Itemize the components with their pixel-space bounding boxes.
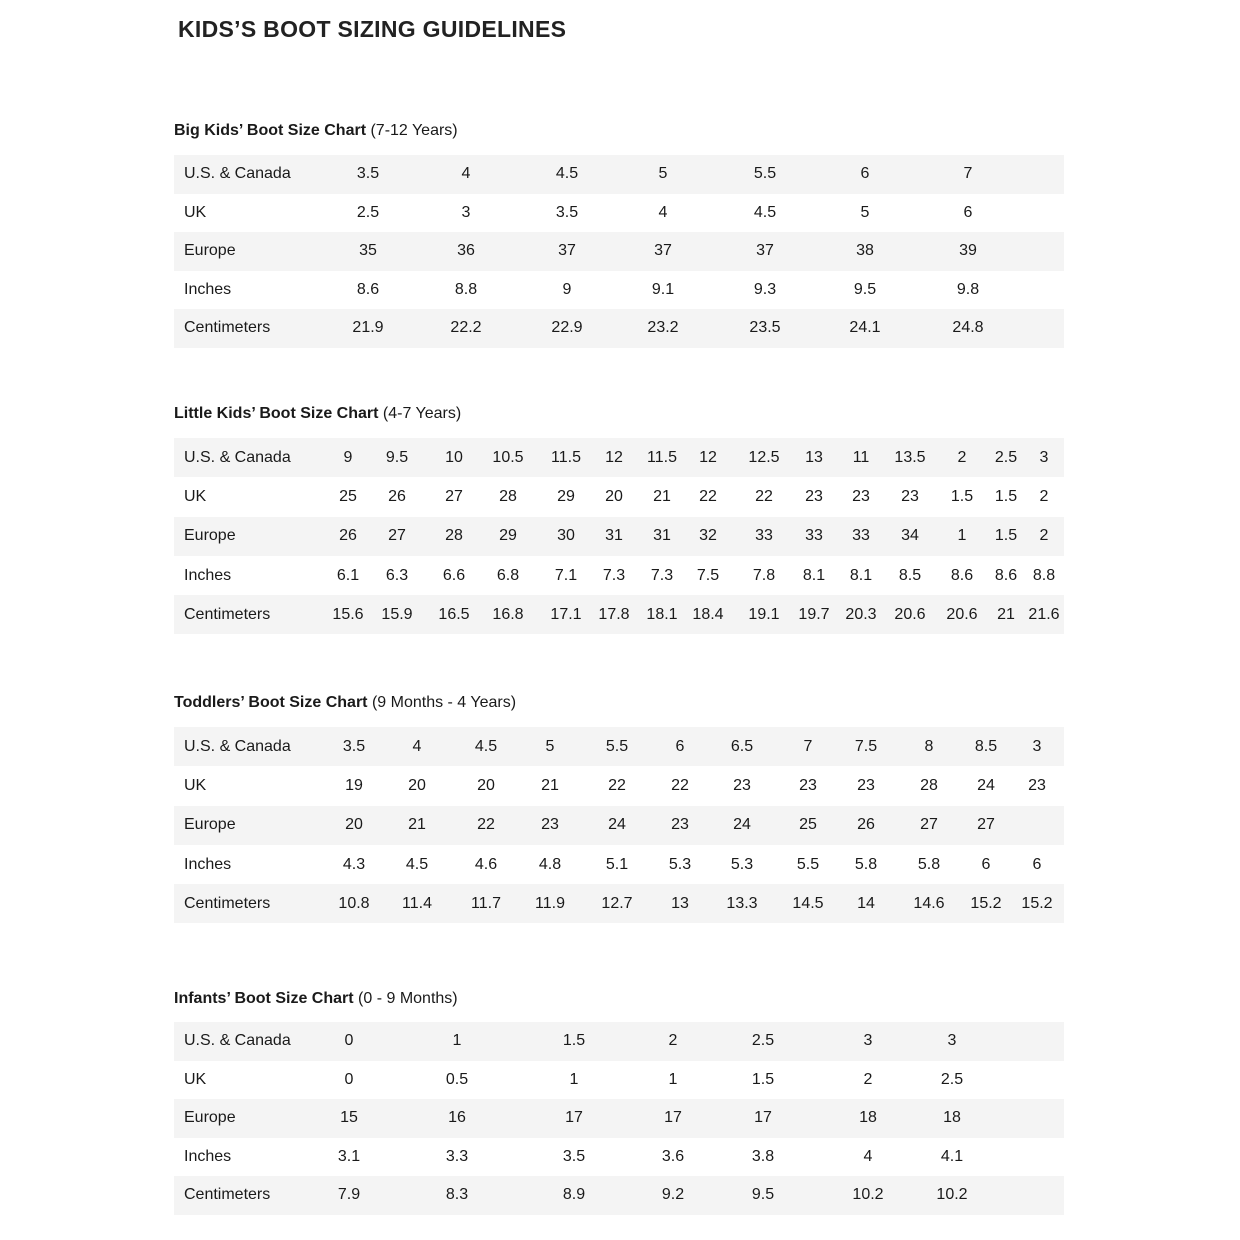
table-row [174, 884, 1064, 923]
table-cell: 24.1 [849, 319, 881, 337]
table-cell: 3.3 [445, 1147, 469, 1165]
table-cell: 21.9 [352, 319, 384, 337]
section-title-main: Little Kids’ Boot Size Chart [174, 405, 379, 422]
section-title [174, 987, 1064, 1011]
table-cell: 12 [605, 448, 623, 466]
table-cell [1007, 806, 1067, 845]
table-cell: 3.1 [337, 1147, 361, 1165]
table-cell: 9.5 [385, 448, 409, 466]
table-cell: 37 [558, 242, 576, 260]
table-cell: 5.5 [605, 737, 629, 755]
table-cell: 22 [699, 487, 717, 505]
table-cell: 15.9 [381, 605, 413, 623]
table-cell: 0.5 [445, 1070, 469, 1088]
table-cell: 5 [658, 165, 668, 183]
table-cell: 8.6 [950, 566, 974, 584]
table-cell: 3.8 [751, 1147, 775, 1165]
table-cell: 5.3 [730, 855, 754, 873]
table-cell: 6 [860, 165, 870, 183]
table-cell: 4.8 [538, 855, 562, 873]
section-title-main: Toddlers’ Boot Size Chart [174, 694, 368, 711]
table-cell: 4 [412, 737, 422, 755]
table-cell: 36 [457, 242, 475, 260]
table-cell: 33 [805, 527, 823, 545]
table-cell: 27 [445, 487, 463, 505]
table-cell: 23 [805, 487, 823, 505]
table-cell: 31 [605, 527, 623, 545]
table-cell: 8.5 [974, 737, 998, 755]
table-cell: 10 [445, 448, 463, 466]
table-cell: 28 [445, 527, 463, 545]
table-cell: 16.5 [438, 605, 470, 623]
section-title [174, 402, 1064, 426]
table-cell: 2.5 [994, 448, 1018, 466]
table-cell: 33 [852, 527, 870, 545]
table-cell: 17 [565, 1109, 583, 1127]
table-cell: 8.6 [356, 280, 380, 298]
table-cell: 5.8 [917, 855, 941, 873]
table-cell: 22.9 [551, 319, 583, 337]
table-cell: 1.5 [994, 527, 1018, 545]
table-cell: 9 [343, 448, 353, 466]
table-cell: 19.1 [748, 605, 780, 623]
table-cell: 4 [658, 203, 668, 221]
row-label: Centimeters [184, 1186, 271, 1204]
table-cell: 7.1 [554, 566, 578, 584]
table-cell: 23 [901, 487, 919, 505]
table-cell: 13 [671, 894, 689, 912]
table-cell: 19.7 [798, 605, 830, 623]
table-cell: 9 [562, 280, 572, 298]
table-cell: 11.5 [647, 448, 677, 466]
table-cell: 31 [653, 527, 671, 545]
table-cell: 21 [653, 487, 671, 505]
table-cell: 1 [452, 1032, 462, 1050]
table-row [174, 232, 1064, 271]
table-cell: 12.7 [601, 894, 633, 912]
table-cell: 5 [545, 737, 555, 755]
row-label: Inches [184, 855, 232, 873]
table-cell: 0 [344, 1032, 354, 1050]
table-cell: 9.2 [661, 1186, 685, 1204]
table-cell: 3.5 [342, 737, 366, 755]
table-cell: 24 [977, 776, 995, 794]
section-title [174, 691, 1064, 715]
table-cell: 1.5 [950, 487, 974, 505]
row-label: Europe [184, 1109, 236, 1127]
table-cell: 4 [863, 1147, 873, 1165]
row-label: Centimeters [184, 894, 271, 912]
table-cell: 10.5 [492, 448, 524, 466]
table-cell: 15.2 [970, 894, 1002, 912]
table-cell: 3.5 [555, 203, 579, 221]
table-row [174, 766, 1064, 805]
table-cell: 8.9 [562, 1186, 586, 1204]
table-cell: 23 [733, 776, 751, 794]
size-table [174, 1022, 1064, 1215]
table-cell: 38 [856, 242, 874, 260]
table-cell: 22 [608, 776, 626, 794]
table-cell: 13.5 [894, 448, 926, 466]
table-cell: 37 [654, 242, 672, 260]
table-cell: 26 [857, 816, 875, 834]
table-cell: 20.6 [894, 605, 926, 623]
table-cell: 11.5 [551, 448, 581, 466]
little-kids-size-chart [174, 402, 1064, 634]
table-cell: 3 [1032, 737, 1042, 755]
table-cell: 6.1 [336, 566, 360, 584]
table-cell: 7 [963, 165, 973, 183]
table-cell: 5.3 [668, 855, 692, 873]
table-cell: 30 [557, 527, 575, 545]
table-cell: 22 [671, 776, 689, 794]
table-cell: 7.5 [696, 566, 720, 584]
table-cell: 1.5 [994, 487, 1018, 505]
table-cell: 20 [605, 487, 623, 505]
table-cell: 17.1 [550, 605, 582, 623]
row-label: Europe [184, 242, 236, 260]
table-cell: 6.5 [730, 737, 754, 755]
table-cell: 21 [408, 816, 426, 834]
table-cell: 8.1 [802, 566, 826, 584]
table-row [174, 1138, 1064, 1177]
row-label: U.S. & Canada [184, 737, 291, 755]
table-cell: 23 [857, 776, 875, 794]
table-cell: 4.5 [474, 737, 498, 755]
row-label: Inches [184, 566, 232, 584]
table-cell: 2.5 [751, 1032, 775, 1050]
table-cell: 2 [957, 448, 967, 466]
table-cell: 17.8 [598, 605, 630, 623]
table-row [174, 1099, 1064, 1138]
section-title-sub: (0 - 9 Months) [353, 990, 458, 1007]
table-cell: 35 [359, 242, 377, 260]
table-cell: 6.8 [496, 566, 520, 584]
table-cell: 10.2 [852, 1186, 884, 1204]
table-cell: 11.4 [402, 894, 432, 912]
table-cell: 18 [859, 1109, 877, 1127]
table-cell: 6 [963, 203, 973, 221]
table-cell: 4.5 [405, 855, 429, 873]
table-cell: 0 [344, 1070, 354, 1088]
table-cell: 2.5 [356, 203, 380, 221]
table-row [174, 595, 1064, 634]
table-row [174, 309, 1064, 348]
table-cell: 23 [541, 816, 559, 834]
table-cell: 24 [608, 816, 626, 834]
table-cell: 17 [754, 1109, 772, 1127]
table-cell: 15.6 [332, 605, 364, 623]
table-cell: 29 [499, 527, 517, 545]
table-cell: 20 [408, 776, 426, 794]
table-cell: 9.5 [853, 280, 877, 298]
table-cell: 34 [901, 527, 919, 545]
table-cell: 21 [997, 605, 1015, 623]
table-cell: 1 [569, 1070, 579, 1088]
table-row [174, 1022, 1064, 1061]
table-cell: 6 [1032, 855, 1042, 873]
table-cell: 12.5 [748, 448, 780, 466]
table-cell: 3 [461, 203, 471, 221]
table-cell: 23 [799, 776, 817, 794]
toddlers-size-chart [174, 691, 1064, 923]
table-cell: 11 [852, 448, 870, 466]
table-cell: 10.2 [936, 1186, 968, 1204]
table-cell: 28 [499, 487, 517, 505]
table-cell: 2 [1039, 527, 1049, 545]
table-cell: 23.2 [647, 319, 679, 337]
table-cell: 29 [557, 487, 575, 505]
section-title [174, 119, 1064, 143]
table-cell: 2 [863, 1070, 873, 1088]
table-cell: 8.5 [898, 566, 922, 584]
table-cell: 8.8 [1032, 566, 1056, 584]
table-cell: 5 [860, 203, 870, 221]
table-cell: 10.8 [338, 894, 370, 912]
table-cell: 19 [345, 776, 363, 794]
table-row [174, 477, 1064, 516]
table-cell: 9.8 [956, 280, 980, 298]
table-cell: 9.1 [651, 280, 675, 298]
table-cell: 39 [959, 242, 977, 260]
row-label: UK [184, 1070, 207, 1088]
table-cell: 21.6 [1028, 605, 1060, 623]
table-cell: 20.6 [946, 605, 978, 623]
table-cell: 25 [339, 487, 357, 505]
table-cell: 3 [947, 1032, 957, 1050]
table-cell: 7.3 [602, 566, 626, 584]
table-cell: 37 [756, 242, 774, 260]
table-cell: 21 [541, 776, 559, 794]
table-cell: 4.3 [342, 855, 366, 873]
row-label: Inches [184, 1147, 232, 1165]
section-title-main: Infants’ Boot Size Chart [174, 990, 354, 1007]
table-cell: 4 [461, 165, 471, 183]
table-cell: 4.5 [753, 203, 777, 221]
table-cell: 16 [448, 1109, 466, 1127]
row-label: Europe [184, 527, 236, 545]
table-cell: 2 [668, 1032, 678, 1050]
table-row [174, 845, 1064, 884]
table-cell: 22.2 [450, 319, 482, 337]
table-row [174, 806, 1064, 845]
table-cell: 3.6 [661, 1147, 685, 1165]
row-label: Inches [184, 280, 232, 298]
table-cell: 1.5 [751, 1070, 775, 1088]
size-table [174, 438, 1064, 634]
table-row [174, 1061, 1064, 1100]
section-title-sub: (7-12 Years) [366, 122, 458, 139]
page-title: KIDS’S BOOT SIZING GUIDELINES [178, 16, 567, 42]
table-cell: 1.5 [562, 1032, 586, 1050]
table-cell: 13.3 [726, 894, 758, 912]
table-row [174, 727, 1064, 766]
table-cell: 3 [1039, 448, 1049, 466]
table-cell: 16.8 [492, 605, 524, 623]
table-cell: 6 [981, 855, 991, 873]
table-row [174, 271, 1064, 310]
row-label: UK [184, 203, 207, 221]
table-cell: 8 [924, 737, 934, 755]
table-cell: 1 [957, 527, 967, 545]
table-cell: 23 [1028, 776, 1046, 794]
table-cell: 23 [671, 816, 689, 834]
row-label: U.S. & Canada [184, 448, 291, 466]
row-label: Europe [184, 816, 236, 834]
table-cell: 12 [699, 448, 717, 466]
table-cell: 7 [803, 737, 813, 755]
table-cell: 20 [345, 816, 363, 834]
table-cell: 14.6 [913, 894, 945, 912]
table-row [174, 194, 1064, 233]
table-cell: 5.5 [796, 855, 820, 873]
table-cell: 6.6 [442, 566, 466, 584]
table-row [174, 1176, 1064, 1215]
table-cell: 1 [668, 1070, 678, 1088]
table-cell: 17 [664, 1109, 682, 1127]
row-label: UK [184, 487, 207, 505]
table-cell: 3 [863, 1032, 873, 1050]
table-cell: 22 [755, 487, 773, 505]
table-cell: 20.3 [845, 605, 877, 623]
table-cell: 4.6 [474, 855, 498, 873]
table-cell: 27 [977, 816, 995, 834]
table-cell: 5.8 [854, 855, 878, 873]
table-cell: 8.8 [454, 280, 478, 298]
section-title-main: Big Kids’ Boot Size Chart [174, 122, 367, 139]
table-cell: 6 [675, 737, 685, 755]
table-cell: 27 [920, 816, 938, 834]
table-cell: 5.1 [605, 855, 629, 873]
table-row [174, 517, 1064, 556]
table-cell: 7.8 [752, 566, 776, 584]
table-cell: 24.8 [952, 319, 984, 337]
table-cell: 6.3 [385, 566, 409, 584]
table-cell: 13 [805, 448, 823, 466]
table-cell: 23.5 [749, 319, 781, 337]
table-row [174, 155, 1064, 194]
table-cell: 4.1 [940, 1147, 964, 1165]
table-cell: 18.4 [692, 605, 724, 623]
table-cell: 33 [755, 527, 773, 545]
table-cell: 9.3 [753, 280, 777, 298]
table-cell: 18.1 [646, 605, 678, 623]
table-cell: 3.5 [356, 165, 380, 183]
table-cell: 11.9 [535, 894, 565, 912]
table-cell: 5.5 [753, 165, 777, 183]
table-cell: 22 [477, 816, 495, 834]
table-cell: 27 [388, 527, 406, 545]
table-cell: 14 [857, 894, 875, 912]
row-label: Centimeters [184, 319, 271, 337]
table-cell: 15 [340, 1109, 358, 1127]
table-cell: 3.5 [562, 1147, 586, 1165]
table-row [174, 556, 1064, 595]
big-kids-size-chart [174, 119, 1064, 348]
table-cell: 14.5 [792, 894, 824, 912]
table-cell: 23 [852, 487, 870, 505]
table-cell: 9.5 [751, 1186, 775, 1204]
row-label: Centimeters [184, 605, 271, 623]
table-cell: 7.3 [650, 566, 674, 584]
table-cell: 28 [920, 776, 938, 794]
size-table [174, 727, 1064, 923]
table-cell: 7.5 [854, 737, 878, 755]
table-row [174, 438, 1064, 477]
table-cell: 2 [1039, 487, 1049, 505]
table-cell: 26 [388, 487, 406, 505]
row-label: U.S. & Canada [184, 1032, 291, 1050]
row-label: U.S. & Canada [184, 165, 291, 183]
table-cell: 8.6 [994, 566, 1018, 584]
table-cell: 11.7 [471, 894, 501, 912]
table-cell: 24 [733, 816, 751, 834]
section-title-sub: (4-7 Years) [378, 405, 462, 422]
table-cell: 25 [799, 816, 817, 834]
row-label: UK [184, 776, 207, 794]
table-cell: 8.1 [849, 566, 873, 584]
table-cell: 15.2 [1021, 894, 1053, 912]
table-cell: 20 [477, 776, 495, 794]
infants-size-chart [174, 987, 1064, 1215]
section-title-sub: (9 Months - 4 Years) [367, 694, 517, 711]
table-cell: 7.9 [337, 1186, 361, 1204]
table-cell: 32 [699, 527, 717, 545]
table-cell: 26 [339, 527, 357, 545]
table-cell: 4.5 [555, 165, 579, 183]
table-cell: 18 [943, 1109, 961, 1127]
table-cell: 8.3 [445, 1186, 469, 1204]
table-cell: 2.5 [940, 1070, 964, 1088]
size-table [174, 155, 1064, 348]
